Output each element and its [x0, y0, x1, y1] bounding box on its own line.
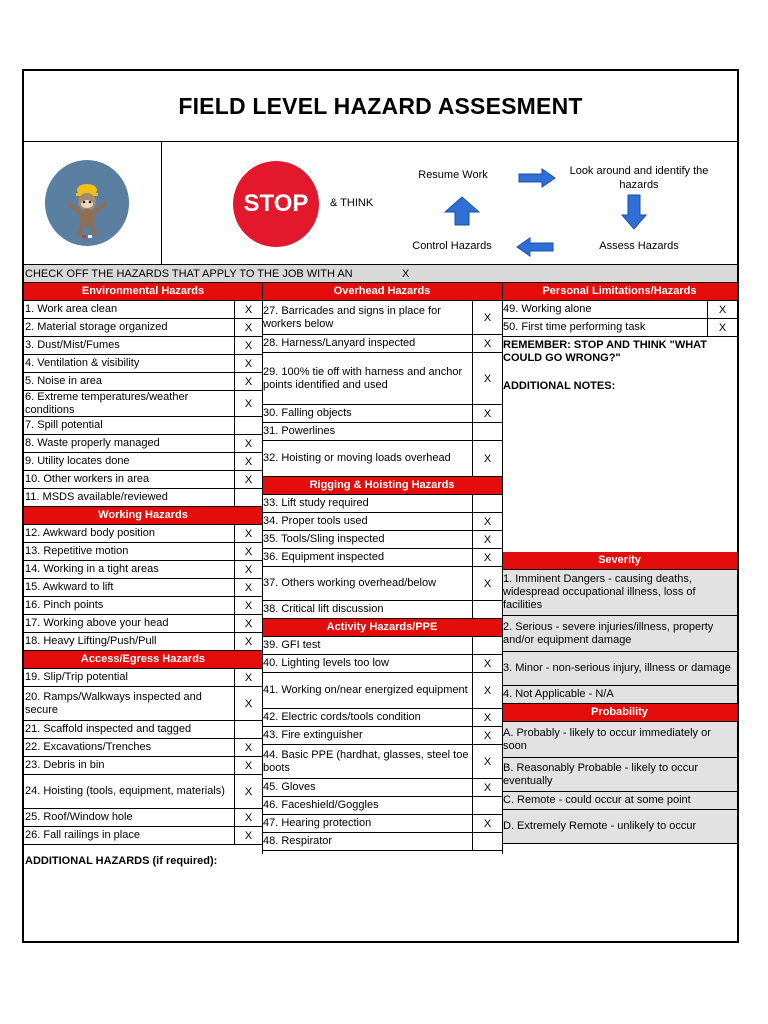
working-hazard-row	[24, 615, 262, 633]
hazard-label: C. Remote - could occur at some point	[503, 794, 691, 806]
hazard-label: 1. Imminent Dangers - causing deaths, widespread occupational illness, loss of facilities	[503, 573, 696, 611]
hazard-label: 17. Working above your head	[25, 617, 169, 629]
activity-hazard-row	[262, 779, 502, 797]
hazard-checkbox[interactable]: X	[472, 727, 502, 744]
hazard-label: 45. Gloves	[263, 781, 316, 793]
hazard-label: 34. Proper tools used	[263, 515, 368, 527]
arrow-left-icon	[516, 237, 554, 257]
stop-label: STOP	[243, 190, 309, 217]
access-hazard-row	[24, 809, 262, 827]
hazard-label: 37. Others working overhead/below	[263, 577, 437, 589]
hazard-checkbox[interactable]: X	[234, 391, 262, 416]
access-hazard-row	[24, 687, 262, 721]
hazard-checkbox[interactable]	[234, 721, 262, 738]
think-label: & THINK	[330, 197, 374, 209]
overhead-hazard-row	[262, 441, 502, 477]
hazard-label: A. Probably - likely to occur immediately or soon	[503, 726, 711, 752]
hazard-checkbox[interactable]: X	[472, 353, 502, 404]
hazard-label: 19. Slip/Trip potential	[25, 671, 128, 683]
activity-hazard-row	[262, 637, 502, 655]
hazard-label: 18. Heavy Lifting/Push/Pull	[25, 635, 157, 647]
activity-hazard-row	[262, 833, 502, 851]
hazard-label: 46. Faceshield/Goggles	[263, 799, 379, 811]
logo-cell	[24, 142, 162, 265]
environmental-hazard-row	[24, 435, 262, 453]
hazard-checkbox[interactable]: X	[234, 827, 262, 844]
probability-row	[502, 810, 737, 844]
probability-header: Probability	[502, 704, 737, 722]
hazard-checkbox[interactable]: X	[234, 471, 262, 488]
overhead-hazard-row	[262, 405, 502, 423]
severity-row	[502, 616, 737, 652]
hazard-checkbox[interactable]	[472, 797, 502, 814]
resume-work-label: Resume Work	[418, 169, 488, 181]
hazard-checkbox[interactable]: X	[234, 775, 262, 808]
overhead-hazard-row	[262, 353, 502, 405]
hazard-checkbox[interactable]: X	[472, 673, 502, 708]
remember-note: REMEMBER: STOP AND THINK "WHAT COULD GO WRONG?"	[503, 339, 708, 364]
hazard-checkbox[interactable]	[472, 637, 502, 654]
hazard-checkbox[interactable]: X	[234, 579, 262, 596]
environmental-hazard-row	[24, 391, 262, 417]
hazard-checkbox[interactable]: X	[472, 405, 502, 422]
hazard-label: 1. Work area clean	[25, 303, 118, 315]
hazard-checkbox[interactable]: X	[472, 513, 502, 530]
hazard-checkbox[interactable]: X	[234, 319, 262, 336]
activity-hazard-row	[262, 727, 502, 745]
hazard-label: 3. Dust/Mist/Fumes	[25, 339, 120, 351]
hazard-label: 35. Tools/Sling inspected	[263, 533, 385, 545]
environmental-hazard-row	[24, 489, 262, 507]
hazard-label: 25. Roof/Window hole	[25, 811, 133, 823]
hazard-label: 40. Lighting levels too low	[263, 657, 389, 669]
hazard-checkbox[interactable]: X	[472, 745, 502, 778]
access-hazard-row	[24, 721, 262, 739]
hazard-checkbox[interactable]: X	[234, 669, 262, 686]
hazard-checkbox[interactable]: X	[472, 567, 502, 600]
working-hazard-row	[24, 579, 262, 597]
hazard-checkbox[interactable]: X	[234, 543, 262, 560]
hazard-label: 28. Harness/Lanyard inspected	[263, 337, 416, 349]
hazard-checkbox[interactable]: X	[234, 355, 262, 372]
activity-hazards-ppe-header: Activity Hazards/PPE	[262, 619, 502, 637]
hazard-label: 42. Electric cords/tools condition	[263, 711, 421, 723]
hazard-label: 8. Waste properly managed	[25, 437, 160, 449]
column-divider	[502, 283, 503, 854]
working-hazard-row	[24, 633, 262, 651]
activity-hazard-row	[262, 815, 502, 833]
assess-hazards-label: Assess Hazards	[599, 240, 679, 252]
hazard-label: 16. Pinch points	[25, 599, 104, 611]
working-hazard-row	[24, 525, 262, 543]
probability-row	[502, 792, 737, 810]
arrow-up-icon	[444, 196, 480, 226]
hazard-label: 24. Hoisting (tools, equipment, materials)	[25, 785, 225, 797]
hazard-label: 49. Working alone	[503, 303, 592, 315]
activity-hazard-row	[262, 797, 502, 815]
hazard-label: 31. Powerlines	[263, 425, 336, 437]
environmental-hazard-row	[24, 471, 262, 489]
look-around-label: Look around and identify the hazards	[569, 165, 709, 191]
overhead-hazard-row	[262, 335, 502, 353]
hazard-label: 6. Extreme temperatures/weather conditions	[25, 390, 189, 416]
hazard-label: 4. Ventilation & visibility	[25, 357, 140, 369]
hazard-label: 26. Fall railings in place	[25, 829, 140, 841]
activity-hazard-row	[262, 655, 502, 673]
hazard-label: 50. First time performing task	[503, 321, 646, 333]
hazard-checkbox[interactable]: X	[234, 809, 262, 826]
hazard-label: 21. Scaffold inspected and tagged	[25, 723, 192, 735]
hazard-checkbox[interactable]: X	[472, 335, 502, 352]
hazard-label: 23. Debris in bin	[25, 759, 105, 771]
hazard-checkbox[interactable]: X	[707, 301, 737, 318]
overhead-hazards-header: Overhead Hazards	[262, 283, 502, 301]
activity-hazard-row	[262, 745, 502, 779]
hazard-label: 38. Critical lift discussion	[263, 603, 384, 615]
environmental-hazard-row	[24, 337, 262, 355]
hazard-checkbox[interactable]: X	[234, 597, 262, 614]
additional-hazards-label: ADDITIONAL HAZARDS (if required):	[25, 855, 218, 867]
hazard-label: 27. Barricades and signs in place for workers below	[263, 304, 441, 330]
hazard-label: 22. Excavations/Trenches	[25, 741, 152, 753]
working-hazards-header: Working Hazards	[24, 507, 262, 525]
hazard-label: 15. Awkward to lift	[25, 581, 114, 593]
hazard-checkbox[interactable]	[234, 417, 262, 434]
hazard-checkbox[interactable]: X	[472, 709, 502, 726]
rigging-hazard-row	[262, 567, 502, 601]
hazard-checkbox[interactable]: X	[472, 779, 502, 796]
hazard-checkbox[interactable]: X	[472, 549, 502, 566]
rigging-hazard-row	[262, 549, 502, 567]
hazard-checkbox[interactable]: X	[234, 561, 262, 578]
personal-hazard-row	[502, 301, 737, 319]
rigging-hazard-row	[262, 495, 502, 513]
hazard-label: 5. Noise in area	[25, 375, 103, 387]
hazard-label: 7. Spill potential	[25, 419, 103, 431]
hazard-checkbox[interactable]: X	[472, 655, 502, 672]
hazard-checkbox[interactable]: X	[472, 441, 502, 476]
working-hazard-row	[24, 543, 262, 561]
hazard-label: 10. Other workers in area	[25, 473, 150, 485]
hazard-label: 2. Serious - severe injuries/illness, property and/or equipment damage	[503, 620, 714, 646]
hazard-checkbox[interactable]: X	[234, 373, 262, 390]
hazard-label: 13. Repetitive motion	[25, 545, 129, 557]
environmental-hazard-row	[24, 417, 262, 435]
hazard-checkbox[interactable]: X	[472, 531, 502, 548]
hazard-label: D. Extremely Remote - unlikely to occur	[503, 820, 697, 832]
hazard-label: 43. Fire extinguisher	[263, 729, 363, 741]
probability-row	[502, 758, 737, 792]
hazard-label: 4. Not Applicable - N/A	[503, 688, 614, 700]
hazard-label: 48. Respirator	[263, 835, 333, 847]
hazard-label: 9. Utility locates done	[25, 455, 130, 467]
environmental-hazard-row	[24, 453, 262, 471]
checkoff-mark: X	[402, 268, 410, 280]
rigging-hazard-row	[262, 513, 502, 531]
environmental-hazards-header: Environmental Hazards	[24, 283, 262, 301]
hazard-checkbox[interactable]	[472, 601, 502, 618]
checkoff-text: CHECK OFF THE HAZARDS THAT APPLY TO THE JOB WITH AN	[25, 268, 353, 280]
environmental-hazard-row	[24, 301, 262, 319]
rigging-hazard-row	[262, 531, 502, 549]
hazard-checkbox[interactable]: X	[472, 301, 502, 334]
hazard-checkbox[interactable]: X	[472, 815, 502, 832]
column-divider	[262, 283, 263, 854]
rigging-hoisting-header: Rigging & Hoisting Hazards	[262, 477, 502, 495]
hazard-checkbox[interactable]: X	[234, 633, 262, 650]
hazard-label: 2. Material storage organized	[25, 321, 168, 333]
hazard-label: 20. Ramps/Walkways inspected and secure	[25, 690, 202, 716]
working-hazard-row	[24, 597, 262, 615]
overhead-hazard-row	[262, 423, 502, 441]
sloth-hardhat-logo-icon	[45, 160, 129, 246]
hazard-checkbox[interactable]: X	[234, 435, 262, 452]
personal-limitations-header: Personal Limitations/Hazards	[502, 283, 737, 301]
hazard-checkbox[interactable]: X	[234, 687, 262, 720]
hazard-label: 29. 100% tie off with harness and anchor points identified and used	[263, 365, 463, 391]
form-title: FIELD LEVEL HAZARD ASSESMENT	[24, 71, 737, 142]
stop-sign-icon	[233, 161, 319, 247]
activity-hazard-row	[262, 673, 502, 709]
hazard-checkbox[interactable]: X	[234, 453, 262, 470]
hazard-checkbox[interactable]	[472, 833, 502, 850]
severity-row	[502, 686, 737, 704]
hazard-checkbox[interactable]	[472, 495, 502, 512]
severity-row	[502, 652, 737, 686]
checkoff-instruction	[24, 265, 737, 283]
hazard-label: 11. MSDS available/reviewed	[25, 491, 168, 503]
hazard-checkbox[interactable]: X	[234, 757, 262, 774]
hazard-label: 39. GFI test	[263, 639, 321, 651]
working-hazard-row	[24, 561, 262, 579]
stop-think-banner	[24, 142, 737, 265]
hazard-label: 36. Equipment inspected	[263, 551, 385, 563]
probability-row	[502, 722, 737, 758]
additional-notes-label: ADDITIONAL NOTES:	[503, 380, 616, 392]
access-hazard-row	[24, 827, 262, 845]
hazard-checkbox[interactable]: X	[234, 739, 262, 756]
hazard-assessment-form	[22, 69, 739, 943]
rigging-hazard-row	[262, 601, 502, 619]
severity-row	[502, 570, 737, 616]
hazard-checkbox[interactable]: X	[234, 525, 262, 542]
hazard-label: 12. Awkward body position	[25, 527, 156, 539]
access-egress-hazards-header: Access/Egress Hazards	[24, 651, 262, 669]
environmental-hazard-row	[24, 355, 262, 373]
environmental-hazard-row	[24, 373, 262, 391]
hazard-checkbox[interactable]: X	[234, 337, 262, 354]
hazard-label: 32. Hoisting or moving loads overhead	[263, 452, 451, 464]
activity-hazard-row	[262, 709, 502, 727]
hazard-label: 3. Minor - non-serious injury, illness or damage	[503, 662, 731, 674]
hazard-label: B. Reasonably Probable - likely to occur eventually	[503, 761, 699, 787]
access-hazard-row	[24, 669, 262, 687]
access-hazard-row	[24, 739, 262, 757]
hazard-label: 44. Basic PPE (hardhat, glasses, steel toe boots	[263, 748, 469, 774]
hazard-checkbox[interactable]	[472, 423, 502, 440]
access-hazard-row	[24, 757, 262, 775]
arrow-right-icon	[518, 168, 556, 188]
overhead-hazard-row	[262, 301, 502, 335]
personal-hazard-row	[502, 319, 737, 337]
access-hazard-row	[24, 775, 262, 809]
hazard-label: 33. Lift study required	[263, 497, 369, 509]
control-hazards-label: Control Hazards	[412, 240, 492, 252]
hazard-checkbox[interactable]: X	[234, 301, 262, 318]
hazard-label: 41. Working on/near energized equipment	[263, 684, 468, 696]
hazard-checkbox[interactable]	[234, 489, 262, 506]
environmental-hazard-row	[24, 319, 262, 337]
severity-header: Severity	[502, 552, 737, 570]
hazard-checkbox[interactable]: X	[234, 615, 262, 632]
hazard-label: 30. Falling objects	[263, 407, 352, 419]
hazard-label: 47. Hearing protection	[263, 817, 372, 829]
hazard-label: 14. Working in a tight areas	[25, 563, 159, 575]
hazard-checkbox[interactable]: X	[707, 319, 737, 336]
arrow-down-icon	[621, 194, 647, 230]
